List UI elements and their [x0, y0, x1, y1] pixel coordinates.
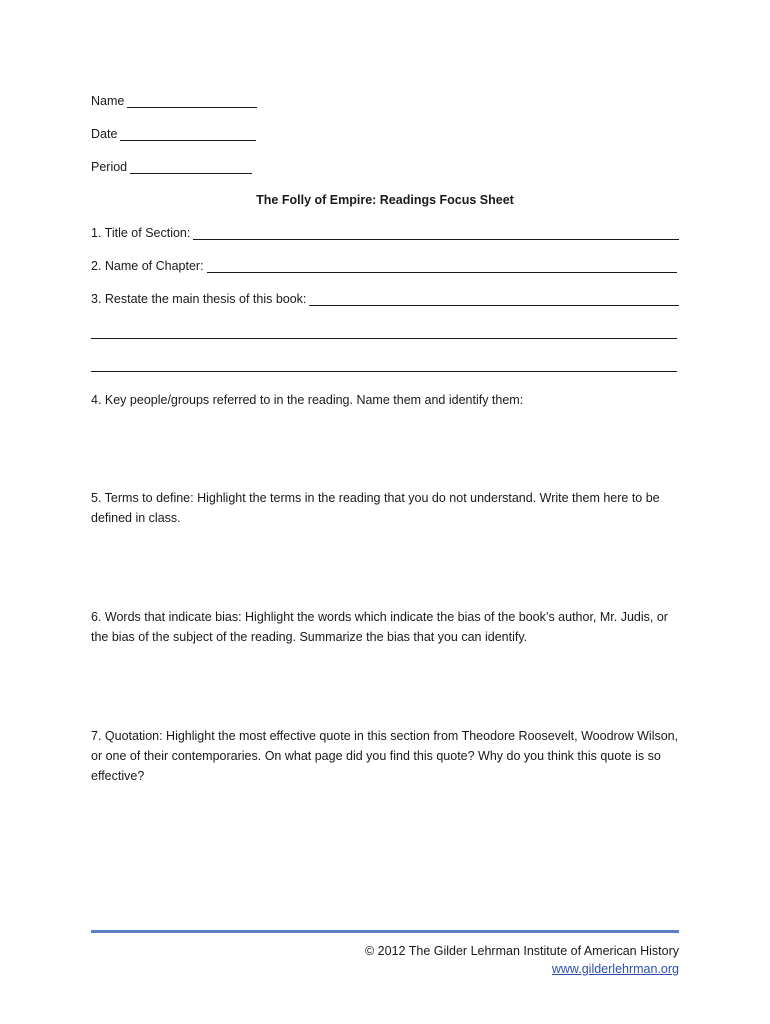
footer-divider — [91, 930, 679, 933]
period-blank-line[interactable] — [130, 161, 252, 174]
page-title: The Folly of Empire: Readings Focus Sheet — [256, 193, 514, 207]
question-1-field[interactable] — [91, 226, 679, 240]
footer-website-link[interactable]: www.gilderlehrman.org — [551, 962, 679, 976]
question-4-text: 4. Key people/groups referred to in the reading. Name them and identify them: — [91, 393, 524, 407]
question-1-label: 1. Title of Section: — [91, 226, 191, 240]
question-1-blank-line[interactable] — [193, 227, 679, 240]
name-blank-line[interactable] — [127, 95, 257, 108]
period-label: Period — [91, 160, 128, 174]
question-3-field[interactable] — [91, 292, 679, 306]
date-field[interactable] — [91, 127, 256, 141]
name-label: Name — [91, 94, 125, 108]
period-field[interactable] — [91, 160, 252, 174]
question-3-label: 3. Restate the main thesis of this book: — [91, 292, 307, 306]
question-2-blank-line[interactable] — [207, 260, 677, 273]
question-2-label: 2. Name of Chapter: — [91, 259, 204, 273]
date-label: Date — [91, 127, 118, 141]
question-6-text: 6. Words that indicate bias: Highlight the words which indicate the bias of the book’s author, Mr. Judis, or the bias of the subject of the reading. Summarize the bias that you can identify. — [91, 610, 668, 644]
footer-copyright: © 2012 The Gilder Lehrman Institute of American History — [365, 944, 679, 958]
question-5-text: 5. Terms to define: Highlight the terms in the reading that you do not understand. Write them here to be defined in class. — [91, 491, 660, 525]
question-3-blank-line[interactable] — [309, 293, 679, 306]
question-7-text: 7. Quotation: Highlight the most effective quote in this section from Theodore Roosevelt, Woodrow Wilson, or one of their contemporaries. On what page did you find this quote? Why do you think this quote is so effective? — [91, 729, 679, 783]
question-2-field[interactable] — [91, 259, 677, 273]
question-3-answer-line-2[interactable] — [91, 338, 677, 339]
name-field[interactable] — [91, 94, 257, 108]
date-blank-line[interactable] — [120, 128, 256, 141]
question-3-answer-line-3[interactable] — [91, 371, 677, 372]
